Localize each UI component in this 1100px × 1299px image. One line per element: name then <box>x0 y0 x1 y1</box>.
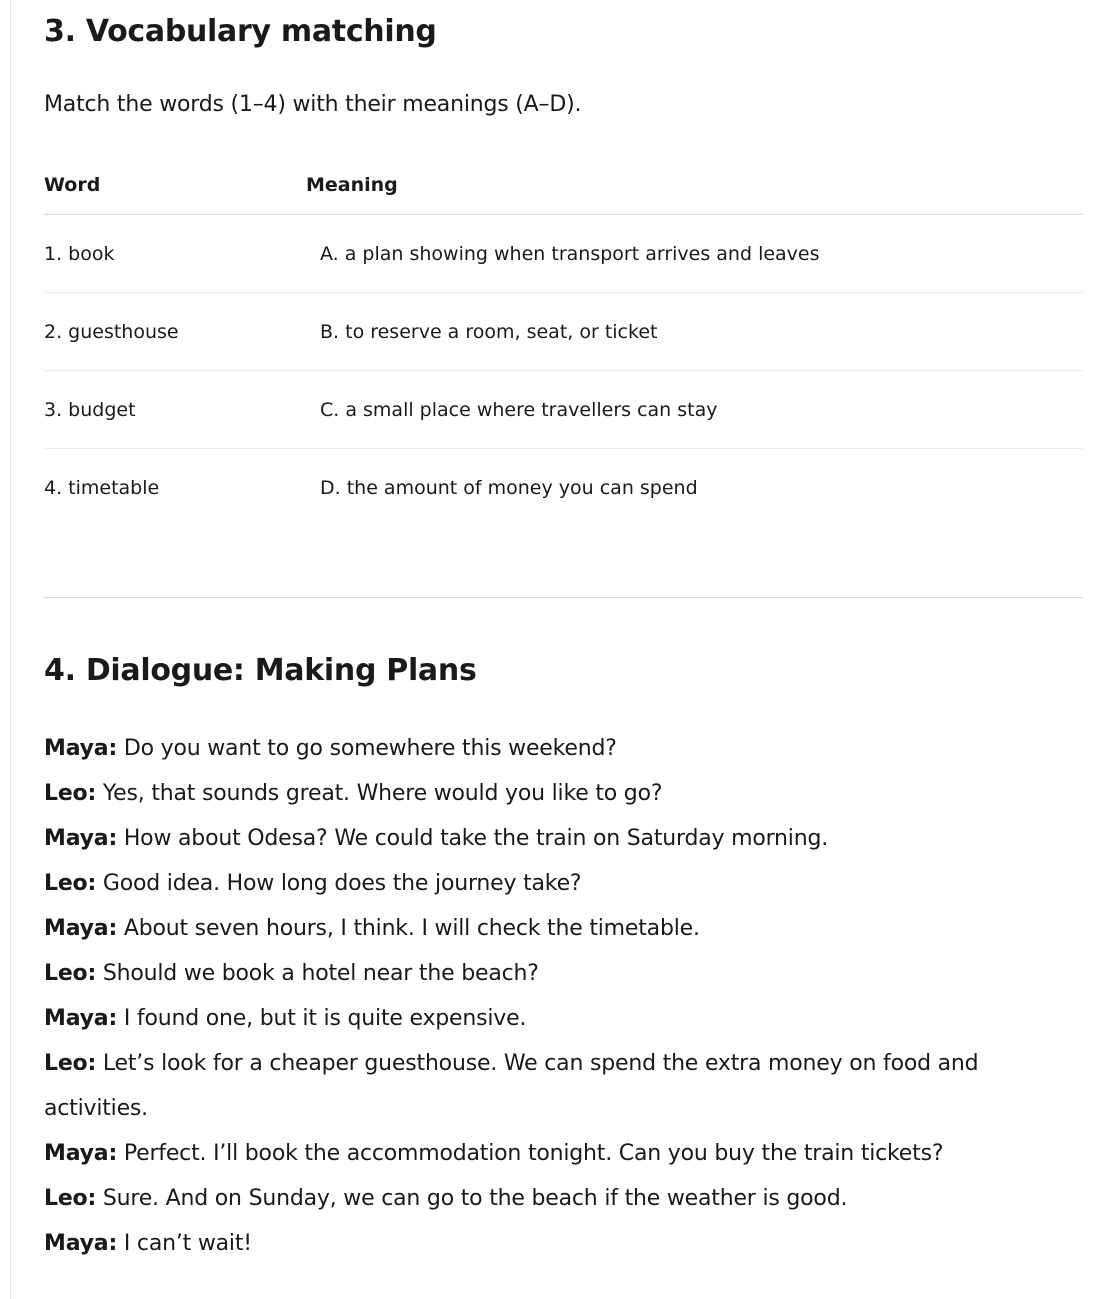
meaning-cell: C. a small place where travellers can stay <box>306 371 1083 449</box>
dialogue-line <box>44 906 1064 951</box>
speaker-name: Maya: <box>44 916 118 941</box>
table-row <box>44 449 1083 527</box>
dialogue-text: Yes, that sounds great. Where would you like to go? <box>96 781 663 806</box>
dialogue-text: Should we book a hotel near the beach? <box>96 961 539 986</box>
dialogue-text: Let’s look for a cheaper guesthouse. We can spend the extra money on food and activities. <box>44 1051 979 1121</box>
meaning-cell: A. a plan showing when transport arrives and leaves <box>306 215 1083 293</box>
dialogue-line <box>44 816 1064 861</box>
table-header-row <box>44 156 1083 215</box>
word-cell: 2. guesthouse <box>44 293 306 371</box>
column-header-meaning: Meaning <box>306 156 1083 215</box>
dialogue-line <box>44 771 1064 816</box>
dialogue-text: How about Odesa? We could take the train on Saturday morning. <box>117 826 829 851</box>
table-row <box>44 215 1083 293</box>
speaker-name: Leo: <box>44 1186 97 1211</box>
column-header-word: Word <box>44 156 306 215</box>
speaker-name: Leo: <box>44 781 97 806</box>
dialogue-text: I can’t wait! <box>117 1231 252 1256</box>
speaker-name: Leo: <box>44 871 97 896</box>
table-row <box>44 371 1083 449</box>
dialogue-text: Sure. And on Sunday, we can go to the beach if the weather is good. <box>96 1186 848 1211</box>
dialogue-line <box>44 1131 1064 1176</box>
dialogue-text: I found one, but it is quite expensive. <box>117 1006 527 1031</box>
speaker-name: Maya: <box>44 736 118 761</box>
speaker-name: Leo: <box>44 961 97 986</box>
meaning-cell: D. the amount of money you can spend <box>320 476 698 499</box>
dialogue <box>44 726 1064 1266</box>
section-divider <box>44 597 1083 598</box>
speaker-name: Maya: <box>44 1231 118 1256</box>
dialogue-line <box>44 1041 1064 1131</box>
speaker-name: Leo: <box>44 1051 97 1076</box>
dialogue-line <box>44 951 1064 996</box>
section-4-title: 4. Dialogue: Making Plans <box>44 653 477 688</box>
dialogue-text: Good idea. How long does the journey take? <box>96 871 582 896</box>
page-left-border <box>10 0 11 1299</box>
dialogue-line <box>44 861 1064 906</box>
vocabulary-table <box>44 156 1083 526</box>
meaning-cell: B. to reserve a room, seat, or ticket <box>306 293 1083 371</box>
dialogue-line <box>44 726 1064 771</box>
dialogue-text: Perfect. I’ll book the accommodation tonight. Can you buy the train tickets? <box>117 1141 944 1166</box>
speaker-name: Maya: <box>44 1006 118 1031</box>
word-cell: 4. timetable <box>44 476 160 499</box>
speaker-name: Maya: <box>44 1141 118 1166</box>
dialogue-text: Do you want to go somewhere this weekend? <box>117 736 617 761</box>
vocabulary-instructions: Match the words (1–4) with their meanings (A–D). <box>44 92 582 117</box>
speaker-name: Maya: <box>44 826 118 851</box>
dialogue-line <box>44 1221 1064 1266</box>
section-3-title: 3. Vocabulary matching <box>44 14 437 49</box>
dialogue-line <box>44 996 1064 1041</box>
table-row <box>44 293 1083 371</box>
dialogue-text: About seven hours, I think. I will check the timetable. <box>117 916 700 941</box>
dialogue-line <box>44 1176 1064 1221</box>
word-cell: 1. book <box>44 215 306 293</box>
word-cell: 3. budget <box>44 371 306 449</box>
